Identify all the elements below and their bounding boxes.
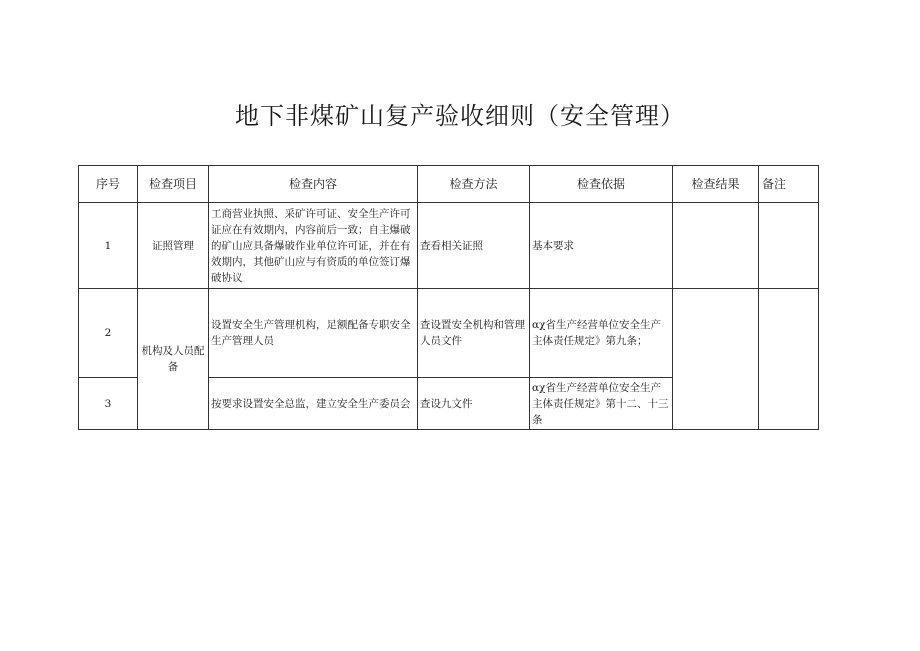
row-remark (759, 289, 819, 430)
header-basis: 检查依据 (530, 166, 673, 203)
row-content: 按要求设置安全总监，建立安全生产委员会 (209, 378, 418, 430)
header-remark: 备注 (759, 166, 819, 203)
inspection-table (78, 165, 819, 430)
row-result (673, 203, 759, 289)
header-result: 检查结果 (673, 166, 759, 203)
page-title: 地下非煤矿山复产验收细则（安全管理） (235, 102, 685, 130)
row-seq: 3 (79, 378, 138, 430)
row-seq: 2 (79, 289, 138, 378)
header-item: 检查项目 (138, 166, 209, 203)
row-method: 查设九文件 (418, 378, 530, 430)
table-row (79, 203, 819, 289)
row-content: 设置安全生产管理机构，足额配备专职安全生产管理人员 (209, 289, 418, 378)
header-content: 检查内容 (209, 166, 418, 203)
row-method: 查看相关证照 (418, 203, 530, 289)
row-method: 查设置安全机构和管理人员文件 (418, 289, 530, 378)
row-remark (759, 203, 819, 289)
row-basis: αχ省生产经营单位安全生产主体责任规定》第十二、十三条 (530, 378, 673, 430)
row-item: 机构及人员配备 (138, 289, 209, 430)
header-row (79, 166, 819, 203)
row-basis: 基本要求 (530, 203, 673, 289)
row-seq: 1 (79, 203, 138, 289)
table-row (79, 289, 819, 378)
row-content: 工商营业执照、采矿许可证、安全生产许可证应在有效期内，内容前后一致；自主爆破的矿山应具备爆破作业单位许可证，并在有效期内，其他矿山应与有资质的单位签订爆破协议 (209, 203, 418, 289)
row-basis: αχ省生产经营单位安全生产主体责任规定》第九条； (530, 289, 673, 378)
header-seq: 序号 (79, 166, 138, 203)
header-method: 检查方法 (418, 166, 530, 203)
row-item: 证照管理 (138, 203, 209, 289)
row-result (673, 289, 759, 430)
